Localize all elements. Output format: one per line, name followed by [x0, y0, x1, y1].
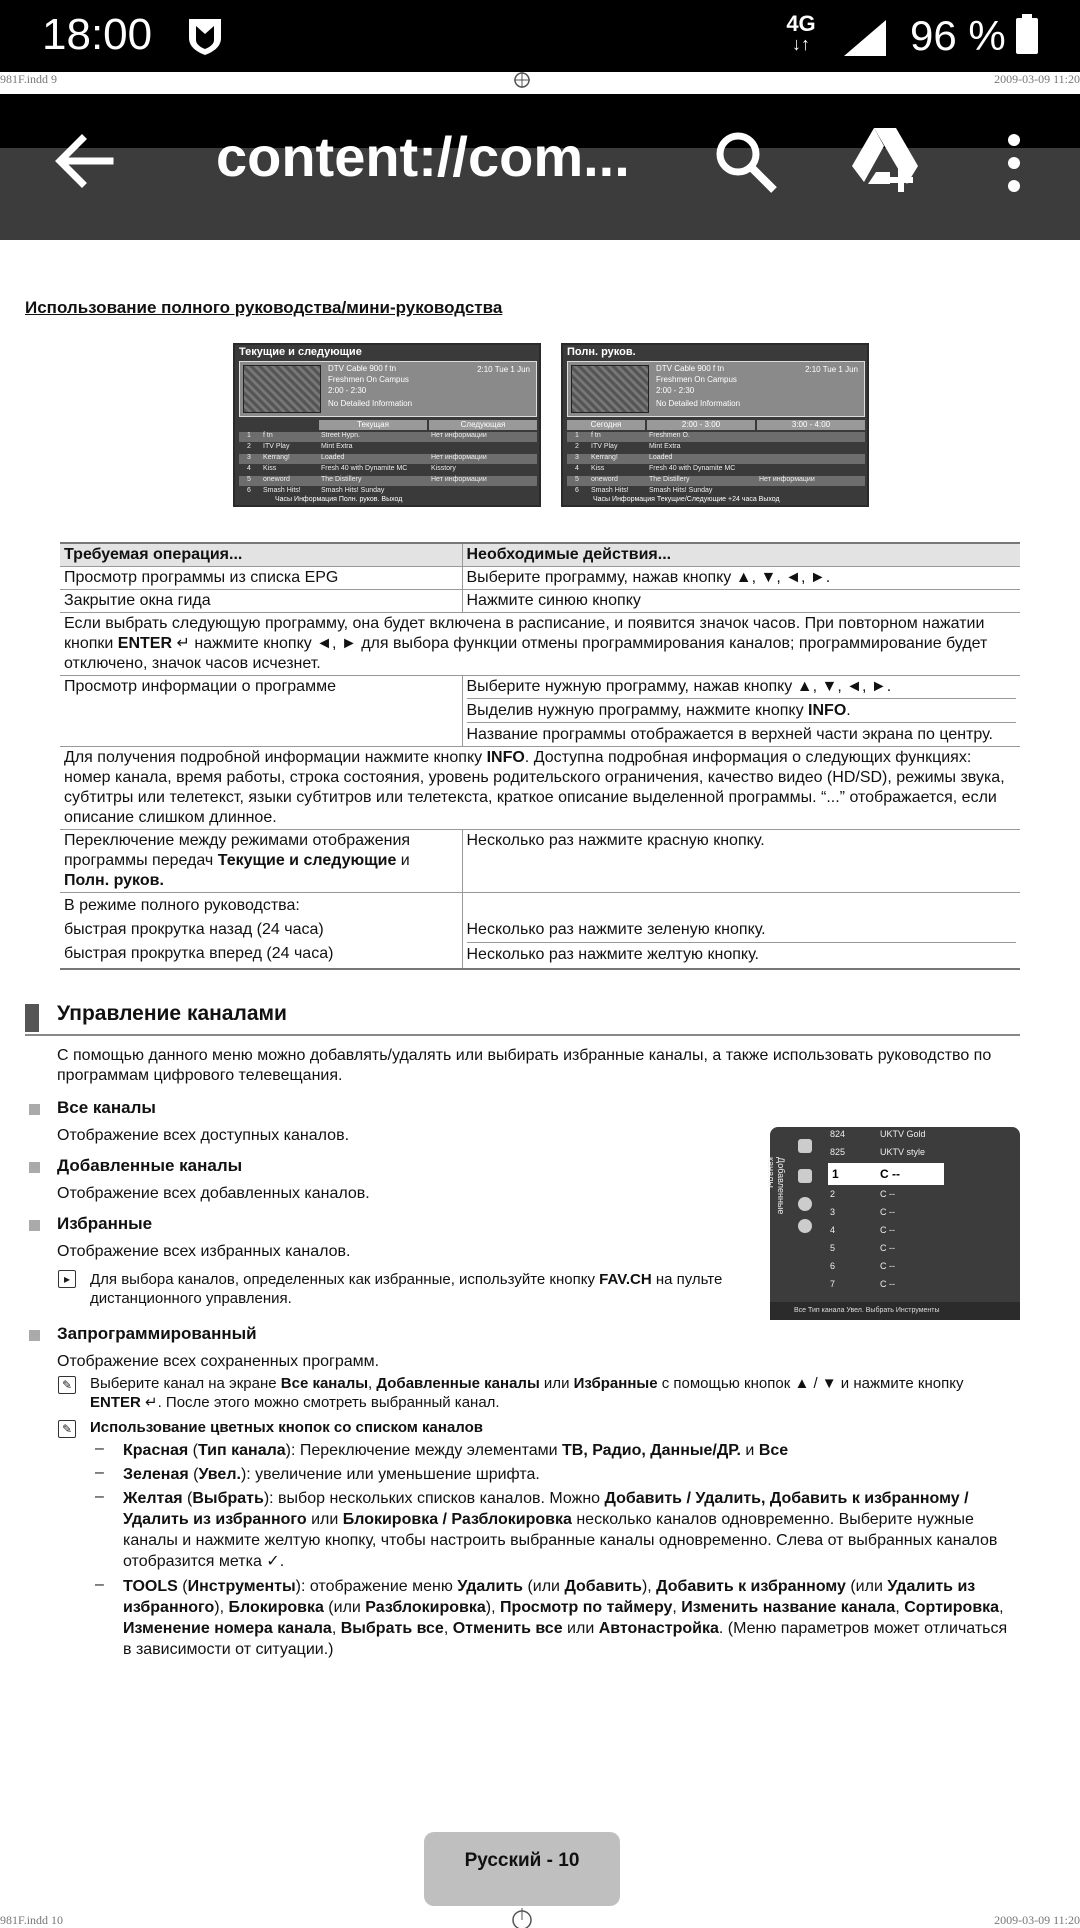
- screenshot-title: Текущие и следующие: [239, 346, 362, 358]
- status-bar: [0, 0, 1080, 72]
- registration-mark-icon: [510, 72, 534, 94]
- table-row: В режиме полного руководства: быстрая прокрутка назад (24 часа) быстрая прокрутка вперед (24 часа) Несколько раз нажмите зеленую кнопку. Несколько раз нажмите желтую кнопку.: [60, 893, 1020, 970]
- dash-marker: –: [95, 1488, 104, 1505]
- table-header-cell: Необходимые действия...: [462, 543, 1020, 567]
- table-row: Для получения подробной информации нажмите кнопку INFO. Доступна подробная информация о следующих функциях: номер канала, время работы, строка состояния, уровень родительского ограничения, качество видео (HD/SD), режимы звука, субтитры или телетекст, языки субтитров или телетекста, краткое описание выделенной программы. “...” отображается, если описание слишком длинное.: [60, 747, 1020, 830]
- pdf-page[interactable]: [0, 240, 1080, 1927]
- battery-icon: [1016, 14, 1038, 54]
- divider: [25, 1034, 1020, 1036]
- dash-marker: –: [95, 1464, 104, 1481]
- bullet-marker: [29, 1330, 40, 1341]
- battery-percent: 96 %: [910, 12, 1006, 59]
- bullet-marker: [29, 1220, 40, 1231]
- enter-key-icon: ↵: [172, 635, 190, 652]
- intro-paragraph: С помощью данного меню можно добавлять/удалять или выбирать избранные каналы, а также использовать руководство по программам цифрового телевещания.: [57, 1047, 992, 1084]
- bullet-title: Добавленные каналы: [57, 1156, 243, 1175]
- section-heading: Использование полного руководства/мини-руководства: [25, 298, 503, 317]
- bullet-title: Все каналы: [57, 1098, 156, 1117]
- color-button-item: Зеленая (Увел.): увеличение или уменьшение шрифта.: [123, 1466, 540, 1483]
- pencil-note-icon: ✎: [58, 1420, 76, 1438]
- table-row: Закрытие окна гида Нажмите синюю кнопку: [60, 590, 1020, 613]
- bullet-title: Избранные: [57, 1214, 153, 1233]
- heading-marker: [25, 1004, 39, 1032]
- pdf-print-date: 2009-03-09 11:20: [994, 72, 1080, 86]
- operations-table: [60, 542, 1020, 970]
- bullet-text: Отображение всех доступных каналов.: [57, 1127, 350, 1144]
- signal-icon: [842, 18, 888, 58]
- color-button-item: TOOLS (Инструменты): отображение меню Удалить (или Добавить), Добавить к избранному (или Удалить из избранного), Блокировка (или Разблокировка), Просмотр по таймеру, Изменить название канала, Сортировка, Изменение номера канала, Выбрать все, Отменить все или Автонастройка. (Меню параметров может отличаться в зависимости от ситуации.): [123, 1578, 1008, 1658]
- bullet-text: Отображение всех избранных каналов.: [57, 1243, 351, 1260]
- pdf-print-filename: 981F.indd 10: [0, 1913, 64, 1927]
- program-thumbnail: [571, 365, 649, 413]
- added-channels-icon: [798, 1169, 812, 1183]
- network-type: 4G ↓↑: [786, 11, 816, 54]
- remote-note-icon: ▸: [58, 1270, 76, 1288]
- pdf-page-header-strip: [0, 72, 1080, 94]
- channel-list-screenshot: Добавленные каналы 824 UKTV Gold 825 UKTV style 1 C -- 2 C -- 3 C -- 4 C -- 5 C -- 6 C -- 7 C -- Все Тип канала Увел. Выбрать Инструменты: [770, 1127, 1020, 1320]
- bullet-title: Запрограммированный: [57, 1324, 257, 1343]
- table-row: Просмотр информации о программе Выберите нужную программу, нажав кнопку ▲, ▼, ◄, ►. Выделив нужную программу, нажмите кнопку INFO. Название программы отображается в верхней части экрана по центру.: [60, 676, 1020, 747]
- note-text: Для выбора каналов, определенных как избранные, используйте кнопку FAV.CH на пульте дистанционного управления.: [90, 1271, 723, 1307]
- registration-mark-icon: [510, 1908, 534, 1920]
- guide-screenshot-full: Полн. руков. DTV Cable 900 f tn Freshmen On Campus 2:00 - 2:30 No Detailed Information 2:10 Tue 1 Jun Сегодня 2:00 - 3:00 3:00 - 4:00 1 f tn Freshmen O. 2 ITV Play Mint Extra 3 Kerrang! Loaded 4 Kiss Fresh 40 with Dynamite MC 5 oneword The Distillery Нет информации 6 Smash Hits! Smash Hits! Sunday Часы Информация Текущие/Следующие +24 часа Выход: [561, 343, 869, 507]
- dash-marker: –: [95, 1440, 104, 1457]
- more-vert-icon[interactable]: [994, 130, 1034, 196]
- bullet-marker: [29, 1162, 40, 1173]
- pdf-print-filename: 981F.indd 9: [0, 72, 58, 86]
- guide-screenshot-now-next: Текущие и следующие DTV Cable 900 f tn Freshmen On Campus 2:00 - 2:30 No Detailed Information 2:10 Tue 1 Jun Текущая Следующая 1 f tn Street Hypn. Нет информации 2 ITV Play Mint Extra 3 Kerrang! Loaded Нет информации 4 Kiss Fresh 40 with Dynamite MC Kisstory 5 oneword The Distillery Нет информации 6 Smash Hits! Smash Hits! Sunday Часы Информация Полн. руков. Выход: [233, 343, 541, 507]
- channel-section-heading: Управление каналами: [57, 1002, 287, 1025]
- table-row: Если выбрать следующую программу, она будет включена в расписание, и появится значок часов. При повторном нажатии кнопки ENTER ↵ нажмите кнопку ◄, ► для выбора функции отмены программирования каналов; программирование будет отключено, значок часов исчезнет.: [60, 613, 1020, 676]
- program-thumbnail: [243, 365, 321, 413]
- table-row: Просмотр программы из списка EPG Выберите программу, нажав кнопку ▲, ▼, ◄, ►.: [60, 567, 1020, 590]
- note-text: Использование цветных кнопок со списком каналов: [90, 1419, 484, 1436]
- color-button-item: Желтая (Выбрать): выбор нескольких списков каналов. Можно Добавить / Удалить, Добавить к избранному / Удалить из избранного или Блокировка / Разблокировка несколько каналов одновременно. Выберите нужные каналы и нажмите желтую кнопку, чтобы настроить выбранные каналы одновременно. Слева от выбранных каналов отобразится метка ✓.: [123, 1490, 998, 1570]
- color-button-item: Красная (Тип канала): Переключение между элементами ТВ, Радио, Данные/ДР. и Все: [123, 1442, 789, 1459]
- bullet-text: Отображение всех сохраненных программ.: [57, 1353, 380, 1370]
- table-row: Переключение между режимами отображения программы передач Текущие и следующие и Полн. руков. Несколько раз нажмите красную кнопку.: [60, 830, 1020, 893]
- enter-key-icon: ↵: [140, 1394, 158, 1411]
- app-bar: [0, 94, 1080, 240]
- table-header-cell: Требуемая операция...: [60, 543, 462, 567]
- pdf-print-date: 2009-03-09 11:20: [994, 1913, 1080, 1927]
- screenshot-title: Полн. руков.: [567, 346, 636, 358]
- pencil-note-icon: ✎: [58, 1376, 76, 1394]
- page-number-label: Русский - 10: [424, 1832, 620, 1906]
- search-icon[interactable]: [712, 128, 778, 194]
- shield-icon: [186, 16, 224, 56]
- document-title: content://com...: [216, 125, 630, 188]
- bullet-text: Отображение всех добавленных каналов.: [57, 1185, 370, 1202]
- channel-list-side-label: Добавленные каналы: [766, 1157, 786, 1215]
- bullet-marker: [29, 1104, 40, 1115]
- drive-add-icon[interactable]: [850, 126, 922, 192]
- dash-marker: –: [95, 1576, 104, 1593]
- note-text: Выберите канал на экране Все каналы, Добавленные каналы или Избранные с помощью кнопок ▲ / ▼ и нажмите кнопку ENTER ↵. После этого можно смотреть выбранный канал.: [90, 1375, 964, 1411]
- status-time: 18:00: [42, 10, 153, 59]
- favorites-icon: [798, 1197, 812, 1211]
- programmed-icon: [798, 1219, 812, 1233]
- table-header-row: [60, 543, 1020, 567]
- back-arrow-icon[interactable]: [48, 126, 118, 196]
- all-channels-icon: [798, 1139, 812, 1153]
